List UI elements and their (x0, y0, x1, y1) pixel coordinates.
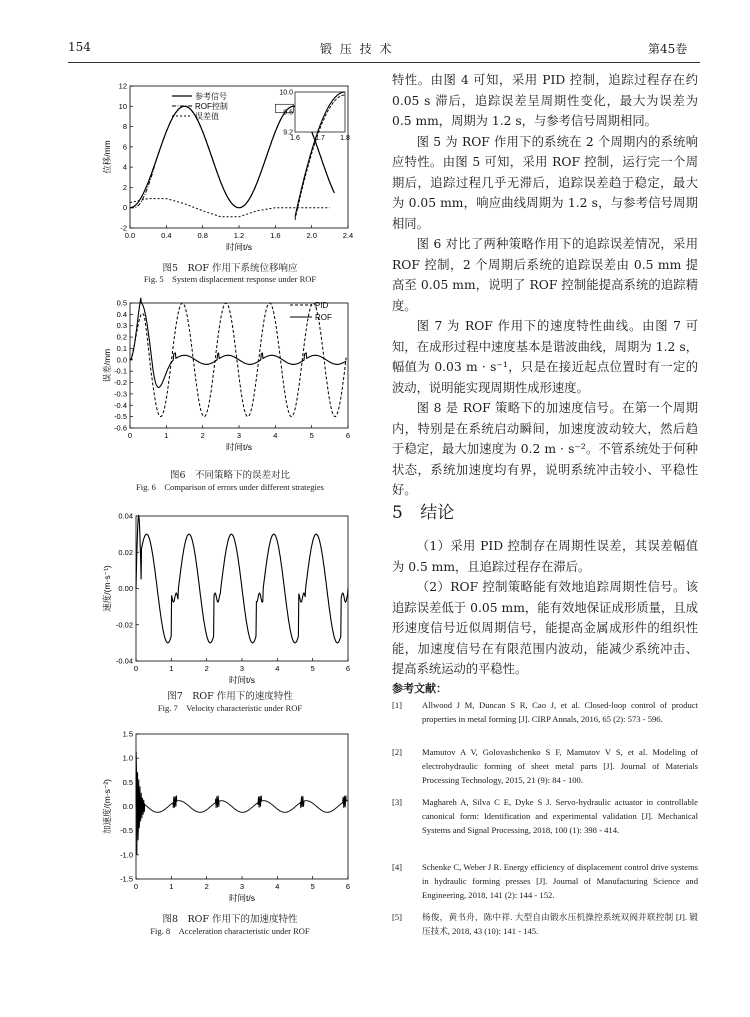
legend-label: ROF (315, 313, 332, 322)
x-tick-label: 5 (309, 431, 314, 440)
y-tick-label: -0.02 (115, 620, 133, 630)
y-tick-label: -0.5 (120, 826, 133, 836)
x-axis-label: 时间t/s (226, 242, 252, 252)
series-acceleration-line (136, 752, 348, 855)
reference-number: [1] (392, 700, 403, 710)
x-tick-label: 6 (345, 882, 351, 891)
body-paragraph: 图 5 为 ROF 作用下的系统在 2 个周期内的系统响应特性。由图 5 可知，采用 ROF 控制，运行完一个周期后，追踪过程几乎无滞后，追踪误差趋于稳定，最大为 0.05 mm，响应曲线周期为 1.2 s，与参考信号周期相同。 (392, 134, 698, 231)
fig5-caption-cn: 图5 ROF 作用下系统位移响应 (162, 263, 298, 274)
y-tick-label: -0.4 (114, 400, 127, 410)
x-axis-label: 时间t/s (229, 893, 255, 903)
y-tick-label: 1.0 (122, 753, 133, 763)
section-number: 5 (392, 503, 403, 523)
y-tick-label: 1.5 (122, 729, 133, 739)
reference-item (392, 698, 698, 726)
y-tick-label: 8 (122, 122, 127, 132)
x-tick-label: 5 (310, 882, 315, 891)
x-tick-label: 6 (345, 431, 351, 440)
section-title: 结论 (420, 503, 455, 523)
x-tick-label: 2.0 (306, 231, 317, 240)
x-tick-label: 2 (200, 431, 205, 440)
reference-number: [4] (392, 862, 403, 872)
fig7-chart (100, 508, 360, 688)
fig8-caption-en: Fig. 8 Acceleration characteristic under ROF (150, 926, 310, 936)
y-tick-label: 0.5 (122, 777, 133, 787)
inset-x-tick-label: 1.8 (340, 135, 350, 142)
inset-x-tick-label: 1.7 (315, 135, 325, 142)
x-tick-label: 1.6 (270, 231, 281, 240)
reference-text: Schenke C, Weber J R. Energy efficiency of displacement control drive systems in hydraulic forming presses [J]. Journal of Manufacturing Science and Engineering, 2018, 141 (2): 144 - 152. (422, 862, 698, 900)
y-tick-label: 0.04 (118, 511, 133, 521)
y-tick-label: -0.2 (114, 378, 127, 388)
y-tick-label: 0.2 (116, 332, 127, 342)
x-tick-label: 0 (127, 431, 133, 440)
y-axis-label: 加速度/(m·s⁻²) (102, 778, 112, 835)
y-tick-label: 0.1 (116, 343, 127, 353)
references-label: 参考文献： (392, 682, 447, 695)
fig5-caption-en: Fig. 5 System displacement response under ROF (143, 274, 317, 284)
reference-number: [3] (392, 797, 403, 807)
x-tick-label: 2 (204, 664, 209, 673)
y-tick-label: 0.5 (116, 298, 127, 308)
y-tick-label: -0.3 (114, 389, 127, 399)
fig6-caption-cn: 图6 不同策略下的误差对比 (169, 470, 291, 481)
reference-text: 杨俊，黄书舟，陈中祥. 大型自由锻水压机操控系统双阀并联控制 [J]. 锻压技术, 2018, 43 (10): 141 - 145. (422, 912, 698, 936)
body-paragraph: 图 6 对比了两种策略作用下的追踪误差情况，采用 ROF 控制，2 个周期后系统的追踪误差由 0.5 mm 提高至 0.05 mm，说明了 ROF 控制能提高系统的追踪精度。 (392, 237, 698, 313)
reference-item (392, 795, 698, 837)
inset-y-tick-label: 10.0 (279, 89, 293, 97)
y-tick-label: 0.0 (116, 355, 127, 365)
x-tick-label: 4 (275, 882, 280, 891)
series-velocity-line (136, 516, 348, 643)
x-axis-label: 时间t/s (229, 675, 255, 685)
reference-text: Mamutov A V, Golovashchenko S F, Mamutov V S, et al. Modeling of electrohydraulic forming of sheet metal parts [J]. Journal of Materials Processing Technology, 2015, 21 (9): 84 - 100. (422, 747, 698, 785)
reference-number: [5] (392, 912, 403, 922)
reference-item (392, 860, 698, 902)
y-tick-label: -0.5 (114, 412, 127, 422)
y-axis-label: 误差/mm (102, 348, 112, 383)
y-tick-label: -1.5 (120, 874, 133, 884)
legend-label: PID (315, 301, 329, 310)
journal-title: 锻 压 技 术 (320, 42, 394, 56)
inset-x-tick-label: 1.6 (290, 135, 300, 142)
y-tick-label: -1.0 (120, 850, 133, 860)
x-tick-label: 1 (164, 431, 169, 440)
conclusion-item: （1）采用 PID 控制存在周期性误差，其误差幅值为 0.5 mm，且追踪过程存在滞后。 (392, 539, 698, 574)
reference-text: Maghareh A, Silva C E, Dyke S J. Servo-hydraulic actuator in controllable canonical form: Identification and experimental validation [J]. Mechanical Systems and Signal Processing, 2018, 100 (1): 398 - 414. (422, 797, 698, 835)
y-tick-label: 0.02 (118, 547, 133, 557)
inset-y-tick-label: 9.2 (283, 129, 293, 137)
y-tick-label: 0.00 (118, 584, 133, 593)
inset-y-tick-label: 9.6 (283, 109, 293, 117)
x-tick-label: 0 (133, 664, 139, 673)
reference-text: Allwood J M, Duncan S R, Cao J, et al. Closed-loop control of product properties in metal forming [J]. CIRP Annals, 2016, 65 (2): 573 - 596. (422, 700, 698, 724)
body-paragraph: 图 8 是 ROF 策略下的加速度信号。在第一个周期内，特别是在系统启动瞬间，加速度波动较大，然后趋于稳定，最大加速度为 0.2 m · s⁻²。不管系统处于何种状态，系统加速度均有界，说明系统冲击较小、平稳性好。 (392, 401, 698, 497)
y-axis-label: 位移/mm (102, 140, 112, 174)
y-tick-label: 0.3 (116, 321, 127, 331)
reference-item (392, 910, 698, 938)
x-tick-label: 2.4 (342, 231, 354, 240)
volume: 第45卷 (648, 42, 688, 56)
x-tick-label: 0 (133, 882, 139, 891)
x-tick-label: 4 (275, 664, 280, 673)
fig7-caption-cn: 图7 ROF 作用下的速度特性 (167, 691, 293, 702)
x-tick-label: 0.0 (124, 231, 136, 240)
y-tick-label: 2 (122, 182, 127, 192)
section-heading (392, 498, 454, 523)
conclusions (392, 536, 698, 680)
y-axis-label: 速度/(m·s⁻¹) (102, 565, 112, 612)
y-tick-label: -0.1 (114, 366, 127, 376)
x-tick-label: 1 (169, 664, 174, 673)
reference-number: [2] (392, 747, 403, 757)
x-tick-label: 4 (273, 431, 278, 440)
legend-label: 参考信号 (195, 92, 227, 101)
fig5-chart (100, 78, 360, 258)
y-tick-label: 6 (122, 142, 127, 152)
x-tick-label: 1 (169, 882, 174, 891)
x-tick-label: 1.2 (233, 231, 245, 240)
legend-label: 误差值 (195, 112, 219, 121)
series-rof-line (130, 298, 346, 388)
x-tick-label: 3 (236, 431, 242, 440)
reference-item (392, 745, 698, 787)
page-number: 154 (68, 40, 91, 54)
fig6-caption-en: Fig. 6 Comparison of errors under different strategies (136, 482, 324, 492)
y-tick-label: 12 (118, 81, 127, 91)
x-tick-label: 5 (310, 664, 315, 673)
y-tick-label: 4 (122, 162, 127, 172)
x-tick-label: 0.4 (161, 231, 172, 240)
x-tick-label: 0.8 (197, 231, 208, 240)
y-tick-label: 0.0 (122, 802, 133, 811)
x-tick-label: 6 (345, 664, 351, 673)
y-tick-label: -2 (120, 223, 127, 233)
legend-label: ROF控制 (195, 102, 228, 111)
x-tick-label: 3 (239, 664, 245, 673)
fig8-caption-cn: 图8 ROF 作用下的加速度特性 (162, 914, 298, 925)
y-tick-label: -0.6 (114, 423, 127, 433)
x-tick-label: 3 (239, 882, 245, 891)
fig7-caption-en: Fig. 7 Velocity characteristic under ROF (157, 703, 303, 713)
fig8-chart (100, 726, 360, 906)
y-tick-label: 0 (122, 203, 127, 213)
x-axis-label: 时间t/s (226, 442, 252, 452)
x-tick-label: 2 (204, 882, 209, 891)
header-rule (68, 62, 700, 63)
y-tick-label: 10 (118, 101, 127, 111)
conclusion-item: （2）ROF 控制策略能有效地追踪周期性信号。该追踪误差低于 0.05 mm，能有效地保证成形质量，且成形速度信号近似周期信号，能提高金属成形件的组织性能，加速度信号在有限范围内波动，能减少系统冲击、提高系统运动的平稳性。 (392, 580, 698, 676)
body-paragraph: 图 7 为 ROF 作用下的速度特性曲线。由图 7 可知，在成形过程中速度基本是谐波曲线，周期为 1.2 s，幅值为 0.03 m · s⁻¹，只是在接近起点位置时有一定的波动，说明能实现周期性成形速度。 (392, 319, 698, 395)
y-tick-label: -0.04 (115, 656, 133, 666)
fig6-chart (100, 295, 360, 460)
body-paragraph: 特性。由图 4 可知，采用 PID 控制，追踪过程存在约 0.05 s 滞后，追踪误差呈周期性变化，最大为误差为 0.5 mm，周期为 1.2 s，与参考信号周期相同。 (392, 73, 698, 128)
body-text (392, 70, 698, 501)
y-tick-label: 0.4 (116, 309, 127, 319)
